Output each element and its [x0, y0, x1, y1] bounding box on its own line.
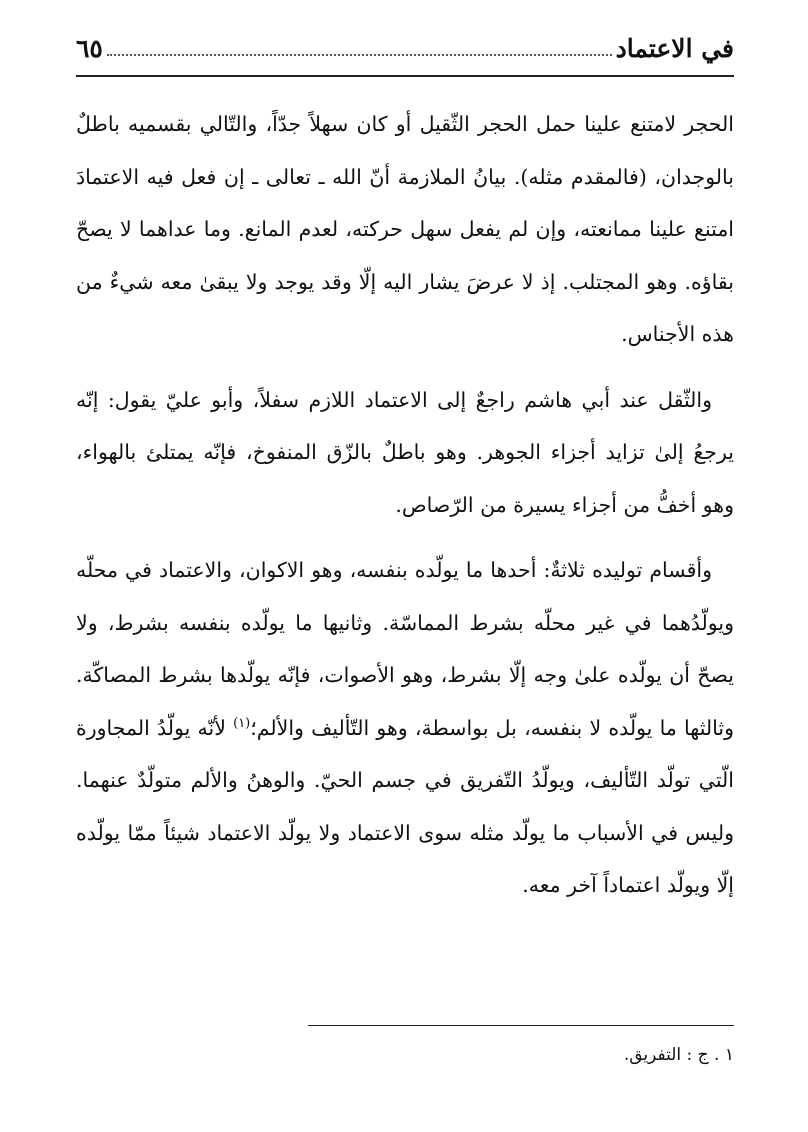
- body-text: [76, 98, 734, 912]
- footnotes: [76, 1040, 734, 1070]
- paragraph-2: والثّقل عند أبي هاشم راجعٌ إلى الاعتماد اللازم سفلاً، وأبو عليّ يقول: إنّه يرجعُ إلىٰ تزايد أجزاء الجوهر. وهو باطلٌ بالزّق المنفوخ، فإنّه يمتلئ بالهواء، وهو أخفُّ من أجزاء يسيرة من الرّصاص.: [76, 387, 734, 517]
- running-header: [76, 30, 734, 66]
- paragraph-1: الحجر لامتنع علينا حمل الحجر الثّقيل أو كان سهلاً جدّاً، والتّالي بقسميه باطلٌ بالوجدان، (فالمقدم مثله). بيانُ الملازمة أنّ الله ـ تعالى ـ إن فعل فيه الاعتمادَ امتنع علينا ممانعته، وإن لم يفعل سهل حركته، لعدم المانع. وما عداهما لا يصحّ بقاؤه. وهو المجتلب. إذ لا عرضَ يشار اليه إلّا وقد يوجد ولا يبقىٰ معه شيءٌ من هذه الأجناس.: [76, 112, 734, 346]
- footnote-reference-1[interactable]: (١): [233, 715, 251, 731]
- paragraph-3-text: وأقسام توليده ثلاثةٌ: أحدها ما يولّده بنفسه، وهو الاكوان، والاعتماد في محلّه ويولّدُهما في غير محلّه بشرط المماسّة. وثانيها ما يولّده بنفسه بشرط، ولا يصحّ أن يولّده علىٰ وجه إلّا بشرط، وهو الأصوات، فإنّه يولّدها بشرط المصاكّة. وثالثها ما يولّده لا بنفسه، بل بواسطة، وهو التّأليف والألم؛: [76, 558, 734, 740]
- page-number: ٦٥: [76, 33, 103, 63]
- header-dot-leader: [107, 54, 612, 56]
- paragraph-3: [76, 544, 734, 912]
- paragraph-3-tail: لأنّه يولّدُ المجاورة الّتي تولّد التّأليف، ويولّدُ التّفريق في جسم الحيّ. والوهنُ والألم متولّدٌ عنهما. وليس في الأسباب ما يولّد مثله سوى الاعتماد ولا يولّد الاعتماد شيئاً ممّا يولّده إلّا ويولّد اعتماداً آخر معه.: [76, 715, 734, 897]
- header-rule: [76, 75, 734, 77]
- footnote-1: ١ . ج : التفريق.: [623, 1045, 734, 1065]
- header-title: في الاعتماد: [615, 33, 734, 63]
- footnote-separator: [308, 1025, 734, 1026]
